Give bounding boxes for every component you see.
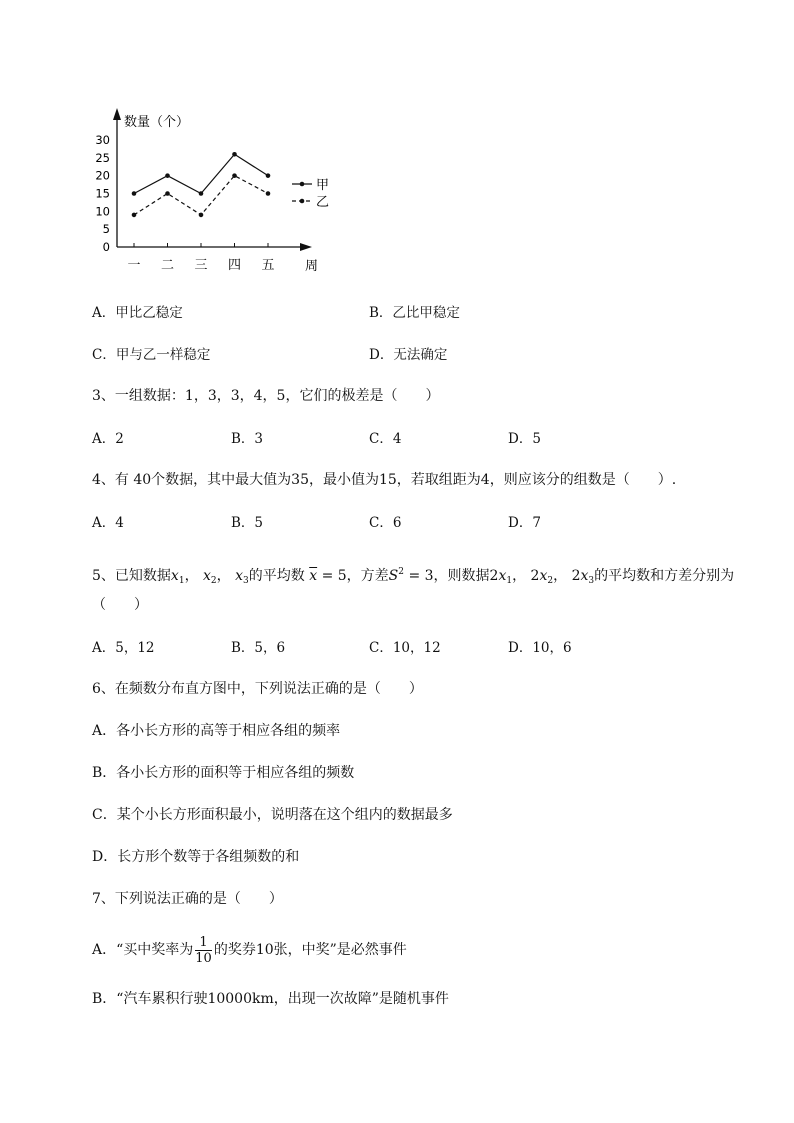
q5-mean-eq: = 5	[321, 568, 347, 584]
q5-sep: ，	[553, 568, 568, 584]
q5-text: 的平均数和方差分别为	[594, 568, 735, 584]
sub-2: 2	[210, 576, 217, 586]
y-tick-label: 0	[102, 240, 110, 254]
x-tick-label: 二	[160, 258, 175, 273]
q4-stem: 4、有 40个数据，其中最大值为35，最小值为15，若取组距为4，则应该分的组数是（ ）.	[92, 472, 677, 488]
q3-option-b: B．3	[231, 431, 264, 447]
legend-label: 乙	[316, 195, 330, 210]
q5-x1	[171, 568, 185, 584]
sub-3: 3	[588, 576, 595, 586]
fraction-denominator: 10	[195, 950, 212, 966]
var-x: x	[498, 568, 507, 584]
fraction-numerator: 1	[195, 935, 212, 951]
x-tick-label: 一	[127, 258, 141, 273]
q6-option-a: A．各小长方形的高等于相应各组的频率	[92, 723, 341, 739]
q4-option-c: C．6	[369, 515, 402, 531]
coef-2: 2	[530, 568, 540, 584]
sub-3: 3	[243, 576, 249, 586]
q5-option-a: A．5，12	[92, 640, 155, 656]
q4-option-a: A．4	[92, 515, 124, 531]
chart-series	[132, 152, 271, 217]
x-axis-label: 周	[305, 259, 319, 274]
line-chart	[92, 100, 332, 280]
q5-2x1	[498, 568, 512, 584]
q5-text: ，方差	[346, 568, 389, 584]
q5-x3	[235, 568, 249, 584]
q5-option-d: D．10，6	[508, 640, 572, 656]
var-x: x	[539, 568, 548, 584]
x-tick-label: 三	[194, 258, 208, 273]
q7-text: A．“买中奖率为	[92, 942, 194, 958]
y-tick-label: 15	[95, 186, 110, 201]
q3-option-c: C．4	[369, 431, 402, 447]
q5-paren: （ ）	[92, 597, 148, 613]
legend-marker	[300, 199, 305, 204]
q5-text: 5、已知数据	[92, 568, 171, 584]
mean-x: $\overline{x}$	[309, 568, 318, 584]
y-tick-label: 5	[102, 222, 110, 237]
q7-text: 的奖券10张，中奖”是必然事件	[213, 942, 407, 958]
y-tick-label: 20	[95, 168, 110, 183]
data-point	[232, 152, 237, 157]
var-x: x	[203, 568, 211, 584]
x-tick-label: 四	[227, 258, 242, 273]
x-axis-arrow	[300, 243, 312, 251]
q2-option-a: A．甲比乙稳定	[92, 305, 183, 321]
coef-2: 2	[571, 568, 581, 584]
data-point	[132, 191, 137, 196]
q7-option-b: B．“汽车累积行驶10000km，出现一次故障”是随机事件	[92, 991, 449, 1007]
q7-stem: 7、下列说法正确的是（ ）	[92, 891, 283, 907]
q7-option-a	[92, 934, 407, 966]
data-point	[266, 173, 271, 178]
q4-option-b: B．5	[231, 515, 264, 531]
q5-var-eq: = 3	[408, 568, 434, 584]
data-point	[266, 191, 271, 196]
legend-label: 甲	[316, 178, 330, 193]
q5-option-b: B．5，6	[231, 640, 286, 656]
q2-option-d: D．无法确定	[369, 347, 448, 363]
var-s: S	[388, 568, 399, 584]
data-point	[165, 173, 170, 178]
y-tick-label: 30	[95, 133, 110, 147]
q5-text: 的平均数	[248, 568, 305, 584]
q6-option-d: D．长方形个数等于各组频数的和	[92, 849, 300, 865]
q5-2x3	[580, 568, 594, 584]
y-tick-label: 25	[95, 150, 110, 165]
data-point	[132, 213, 137, 218]
q5-option-c: C．10，12	[369, 640, 441, 656]
q3-stem: 3、一组数据：1，3，3，4，5，它们的极差是（ ）	[92, 388, 440, 404]
q2-option-b: B．乙比甲稳定	[369, 305, 460, 321]
sub-2: 2	[547, 576, 554, 586]
q3-option-d: D．5	[508, 431, 541, 447]
q6-stem: 6、在频数分布直方图中，下列说法正确的是（ ）	[92, 681, 423, 697]
x-tick-label: 五	[261, 258, 275, 273]
q5-sep: ，	[184, 568, 199, 584]
sub-1: 1	[178, 576, 185, 586]
q5-sep: ，	[216, 568, 231, 584]
var-x: x	[235, 568, 244, 584]
data-point	[232, 173, 237, 178]
q5-text: ，则数据	[433, 568, 490, 584]
series-line-0	[134, 154, 268, 193]
coef-2: 2	[489, 568, 499, 584]
q3-option-a: A．2	[92, 431, 124, 447]
sub-1: 1	[506, 576, 513, 586]
q6-option-c: C．某个小长方形面积最小，说明落在这个组内的数据最多	[92, 807, 453, 823]
q4-option-d: D．7	[508, 515, 541, 531]
legend-marker	[300, 182, 305, 187]
data-point	[199, 191, 204, 196]
y-axis-arrow	[113, 108, 121, 120]
data-point	[165, 191, 170, 196]
q5-stem	[92, 562, 734, 591]
fraction	[195, 935, 212, 966]
data-point	[199, 213, 204, 218]
chart-legend	[292, 178, 329, 210]
q5-x2	[203, 568, 217, 584]
q2-option-c: C．甲与乙一样稳定	[92, 347, 211, 363]
q5-sep: ，	[512, 568, 527, 584]
y-tick-label: 10	[95, 204, 110, 219]
q6-option-b: B．各小长方形的面积等于相应各组的频数	[92, 765, 355, 781]
q5-2x2	[539, 568, 553, 584]
var-x: x	[170, 568, 179, 584]
y-axis-label: 数量（个）	[124, 115, 190, 130]
q5-variance	[389, 568, 404, 584]
sup-2: 2	[398, 567, 404, 577]
var-x: x	[580, 568, 589, 584]
y-tick-labels	[95, 133, 110, 254]
